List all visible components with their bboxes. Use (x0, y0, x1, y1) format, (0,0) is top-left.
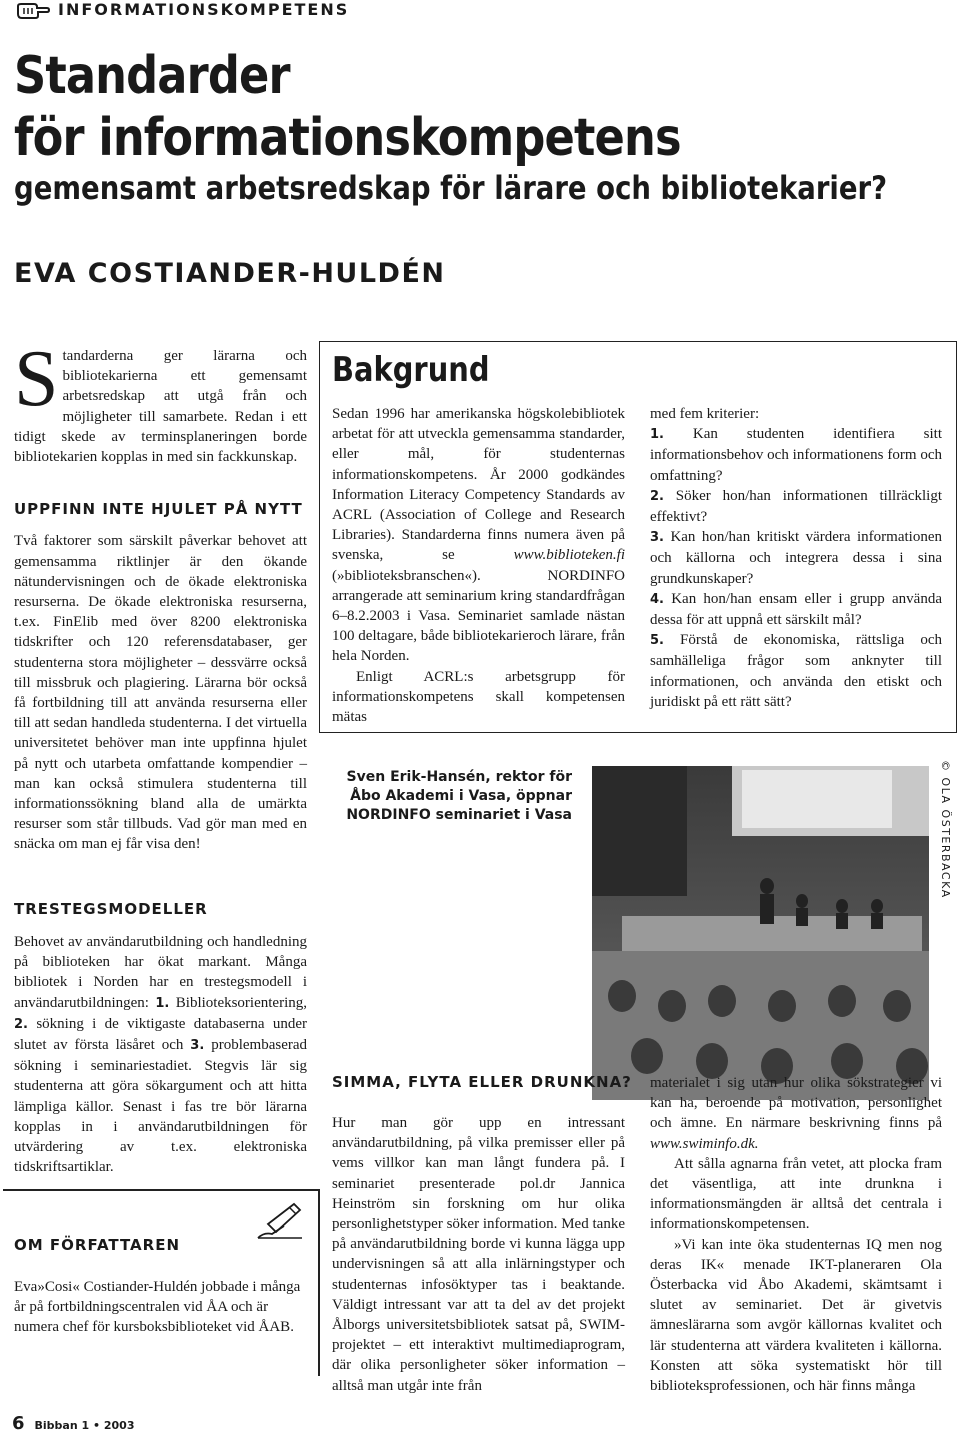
trestegs-text (14, 932, 307, 1177)
swiminfo-link[interactable]: www.swiminfo.dk. (650, 1135, 759, 1152)
criterion-item (650, 589, 942, 630)
biblioteken-link[interactable]: www.biblioteken.fi (513, 547, 625, 564)
step-number: 1. (155, 995, 170, 1011)
criteria-column (650, 404, 942, 712)
criterion-text: Kan hon/han ensam eller i grupp använda dessa för att uppnå ett särskilt mål? (650, 590, 943, 629)
right-paragraph-3: »Vi kan inte öka studenternas IQ men nog deras IK« menade IKT-planeraren Ola Österbacka vid Åbo Akademi, skämtsamt i slutet av seminariet. Det är givetvis ämneslärarna som avgör källornas kvalitet och lär studenterna att värdera kvaliteten i källorna. Konsten att söka systematiskt hör till biblioteksprofessionen, och här finns många (650, 1236, 942, 1395)
bakgrund-left-column (332, 404, 625, 727)
step-text: problembaserad sökning i seminariestadiet. Stegvis lär sig studenterna att göra sökargument och att hitta lämpliga källor. Senast i fas tre bör lärarna kopplas in i användarutbildningen för utvärdering av t.ex. elektroniska tidskriftsartiklar. (14, 1037, 308, 1176)
bakgrund-text-tail: (»biblioteksbranschen«). NORDINFO arrangerade att seminarium kring standardfrågan 6–8.2.2003 i Vasa. Seminariet samlade nästan 100 deltagare, både bibliotekarieroch lärare, från hela Norden. (332, 567, 625, 665)
criterion-item (650, 630, 942, 712)
intro-paragraph (14, 335, 307, 467)
right-paragraph-1 (650, 1073, 942, 1154)
page-title: Standarder (14, 46, 290, 106)
trestegs-heading: TRESTEGSMODELLER (14, 900, 208, 918)
writing-hand-icon (254, 1198, 304, 1247)
criteria-intro: med fem kriterier: (650, 406, 760, 422)
uppfinn-heading: UPPFINN INTE HJULET PÅ NYTT (14, 500, 303, 519)
criterion-item (650, 527, 942, 589)
right-column (650, 1073, 942, 1396)
criterion-number: 2. (650, 488, 664, 504)
criterion-item (650, 486, 942, 527)
step-number: 3. (190, 1038, 205, 1054)
criterion-text: Kan studenten identifiera sitt informationsbehov och informationens form och omfattning? (650, 426, 942, 484)
simma-text: Hur man gör upp en intressant användarutbildning, på vilka premisser eller på vems villkor kan man långt fundera på. I seminariet presenterade pol.dr Jannica Heinström sin forskning om hur olika personlighetstyper söker information. Med tanke på användarutbildning borde vi kunna lägga upp undervisningen så att alla inlärningstyper och studenternas infosöktyper tas i beaktande. Väldigt intressant var att ta del av det projekt Ålborgs universitetsbibliotek satsat på, SWIM-projektet – ett interaktivt multimediaprogram, där olika personligheter söker information – alltså man utgår inte från (332, 1115, 625, 1394)
criterion-number: 1. (650, 427, 664, 443)
intro-column (14, 335, 307, 855)
publication-name: Bibban 1 • 2003 (34, 1419, 135, 1432)
right-text: materialet i sig utan hur olika sökstrategier vi kan ha, beroende på motivation, personlighet och ämne. En närmare beskrivning finns på (650, 1075, 942, 1132)
step-text: Biblioteksorientering, (175, 994, 307, 1011)
step-text: sökning i de viktigaste databaserna under slutet av första läsåret och (14, 1015, 307, 1054)
about-heading: OM FÖRFATTAREN (14, 1236, 181, 1254)
trestegs-intro: Behovet av användarutbildning och handledning på biblioteken har ökat markant. Många bibliotek i Norden har en trestegsmodell i användarutbildningen: (14, 934, 307, 1011)
simma-heading: SIMMA, FLYTA ELLER DRUNKNA? (332, 1073, 632, 1091)
step-number: 2. (14, 1016, 28, 1032)
page-number: 6 (12, 1413, 25, 1434)
criterion-text: Förstå de ekonomiska, rättsliga och samhälleliga frågor som anknyter till informationen, och använda den etiskt och juridiskt på ett rätt sätt? (650, 632, 942, 710)
bakgrund-paragraph (332, 404, 625, 667)
uppfinn-text: Två faktorer som särskilt påverkar behovet att gemensamma riktlinjer är den ökande nätundervisningen och de ökade elektroniska resurserna. De ökade elektroniska resurserna, t.ex. FinElib med över 8200 elektroniska tidskrifter och 120 referensdatabaser, ger studenterna stora möjligheter – dessvärre också till missbruk och plagiering. Lärarna bör också få fortbildning till att använda resurserna eller till att sedan handleda studenterna. I det virtuella universitetet behöver man inte uppfinna hjulet på nytt och utarbeta omfattande kompendier – man kan också stimulera studenterna till informationssökning bland alla de umärkta resurser som står tillbuds. Vad gör man med en snäcka om man ej får visa den! (14, 533, 307, 853)
photo-credit (934, 760, 954, 900)
about-text: Eva»Cosi« Costiander-Huldén jobbade i många år på fortbildningscentralen vid ÅA och är numera chef för kursboksbiblioteket vid ÅAB. (14, 1279, 301, 1336)
bakgrund-paragraph-2: Enligt ACRL:s arbetsgrupp för informationskompetens skall kompetensen mätas (332, 668, 625, 726)
dropcap: S (14, 335, 59, 423)
photo-credit-text: © OLA ÖSTERBACKA (939, 760, 952, 899)
pointing-hand-icon (16, 2, 50, 25)
photo-caption: Sven Erik-Hansén, rektor för Åbo Akademi i Vasa, öppnar NORDINFO seminariet i Vasa (346, 769, 572, 823)
section-label: INFORMATIONSKOMPETENS (58, 0, 350, 19)
author-byline: EVA COSTIANDER-HULDÉN (14, 258, 446, 289)
criterion-text: Söker hon/han informationen tillräckligt effektivt? (650, 487, 943, 526)
criterion-number: 5. (650, 633, 664, 649)
criterion-number: 3. (650, 530, 664, 546)
right-paragraph-2: Att sålla agnarna från vetet, att plocka fram det väsentliga, att inte drunkna i informationsmängden är alltså det centrala i informationskompetensen. (650, 1155, 942, 1233)
page-footer (12, 1413, 134, 1434)
intro-text: tandarderna ger lärarna och bibliotekarierna ett gemensamt arbetsredskap att utgå från och möjligheter till samarbete. Redan i ett tidigt skede av terminsplaneringen borde bibliotekarien kopplas in med sin fackkunskap. (14, 348, 307, 466)
page-subtitle: gemensamt arbetsredskap för lärare och bibliotekarier? (14, 169, 888, 207)
criterion-item (650, 424, 942, 486)
criterion-text: Kan hon/han kritiskt värdera informationen och källorna och integrera dessa i sina grundkunskaper? (650, 529, 942, 587)
bakgrund-text: Sedan 1996 har amerikanska högskolebibliotek arbetat för att utveckla gemensamma standarder, eller mål, för studenternas informationskompetens. År 2000 godkändes Information Literacy Competency Standards av ACRL (Association of College and Research Libraries). Standarderna finns numera även på svenska, se (332, 406, 625, 564)
bakgrund-heading: Bakgrund (332, 350, 490, 390)
criterion-number: 4. (650, 591, 664, 607)
page-title-line2: för informationskompetens (14, 108, 681, 168)
seminar-photo (592, 766, 929, 1100)
